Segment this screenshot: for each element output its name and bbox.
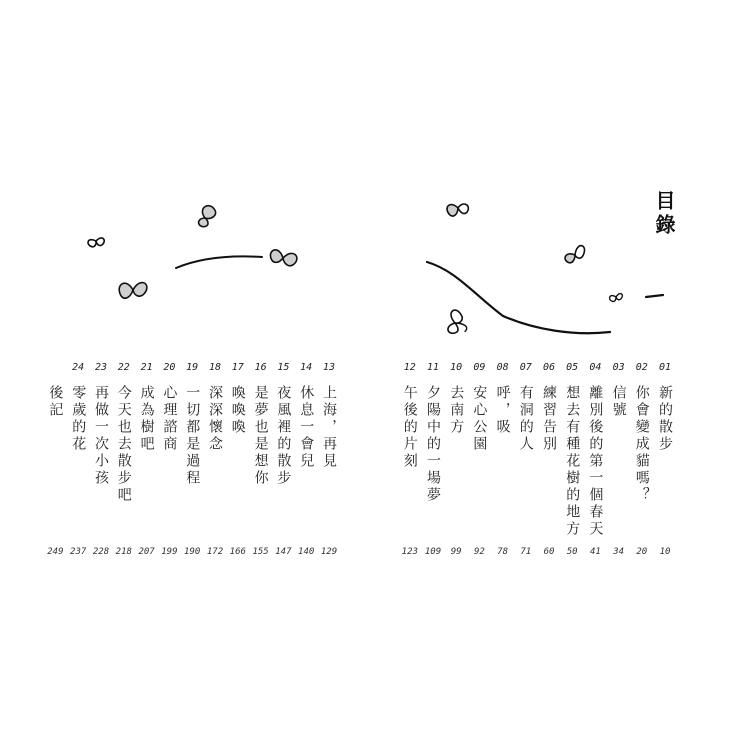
toc-entry-number: 24	[72, 362, 85, 373]
toc-entry-number: 01	[658, 362, 672, 373]
toc-entry-title[interactable]: 零歲的花	[70, 385, 87, 453]
toc-entry-page: 237	[70, 547, 87, 557]
toc-entry-page: 99	[450, 547, 462, 557]
toc-entry-title[interactable]: 想去有種花樹的地方	[564, 385, 581, 538]
toc-entry-page: 10	[659, 547, 671, 557]
toc-entry-title[interactable]: 今天也去散步吧	[115, 385, 132, 504]
toc-entry-number: 18	[208, 362, 222, 373]
toc-entry-page: 92	[473, 547, 485, 557]
toc-entry-page: 34	[613, 547, 625, 557]
toc-entry-number: 06	[542, 362, 556, 373]
toc-entry-page: 60	[543, 547, 555, 557]
toc-entry-number: 20	[163, 362, 176, 373]
toc-entry-page: 140	[298, 547, 315, 557]
toc-entry-title[interactable]: 練習告別	[541, 385, 557, 453]
toc-entry-title[interactable]: 心理諮商	[161, 385, 178, 453]
toc-entry-title[interactable]: 有洞的人	[517, 385, 534, 453]
toc-entry-number: 08	[496, 362, 509, 373]
toc-entry-page: 190	[184, 547, 201, 557]
toc-entry-title[interactable]: 上海，再見	[321, 385, 337, 470]
toc-entry-number: 13	[322, 362, 336, 373]
toc-entry-title[interactable]: 新的散步	[657, 385, 673, 453]
toc-entry-title[interactable]: 安心公園	[471, 385, 488, 453]
toc-entry-title[interactable]: 夜風裡的散步	[275, 385, 292, 487]
toc-entry-page: 50	[566, 547, 578, 557]
toc-entry-page: 129	[320, 547, 338, 557]
toc-entry-title[interactable]: 喚喚喚	[229, 385, 246, 436]
toc-entry-page: 166	[229, 547, 246, 557]
toc-entry-title[interactable]: 深深懷念	[207, 385, 223, 453]
toc-entry-title[interactable]: 後記	[47, 385, 64, 419]
toc-entry-title[interactable]: 成為樹吧	[138, 385, 155, 453]
toc-entry-page: 228	[92, 547, 110, 557]
toc-entry-page: 199	[161, 547, 178, 557]
toc-entry-title[interactable]: 去南方	[448, 385, 465, 436]
toc-entry-number: 10	[450, 362, 463, 373]
toc-entry-number: 03	[612, 362, 625, 373]
toc-title: 目錄	[652, 190, 676, 238]
toc-entry-page: 172	[206, 547, 224, 557]
toc-entry-number: 17	[231, 362, 244, 373]
toc-entry-number: 12	[403, 362, 416, 373]
toc-entry-page: 155	[252, 547, 269, 557]
toc-entry-title[interactable]: 呼，吸	[494, 385, 511, 436]
toc-entry-title[interactable]: 你會變成貓嗎？	[633, 385, 650, 504]
toc-entry-number: 21	[140, 362, 153, 373]
toc-entry-title[interactable]: 是夢也是想你	[252, 385, 269, 487]
toc-entry-page: 249	[47, 547, 64, 557]
toc-entry-page: 78	[497, 547, 509, 557]
toc-entry-title[interactable]: 休息一會兒	[298, 385, 315, 470]
toc-entry-page: 218	[115, 547, 132, 557]
toc-entry-title[interactable]: 夕陽中的一場夢	[425, 385, 441, 504]
toc-entry-number: 19	[186, 362, 199, 373]
toc-entry-title[interactable]: 離別後的第一個春天	[587, 385, 604, 538]
toc-entry-page: 20	[636, 547, 648, 557]
toc-entry-page: 123	[401, 547, 418, 557]
toc-entry-page: 71	[520, 547, 532, 557]
toc-entry-number: 15	[277, 362, 290, 373]
toc-entry-number: 23	[94, 362, 108, 373]
toc-entry-title[interactable]: 午後的片刻	[401, 385, 418, 470]
toc-entry-number: 11	[426, 362, 440, 373]
toc-entry-number: 22	[117, 362, 130, 373]
toc-entry-page: 207	[138, 547, 155, 557]
right-page	[375, 0, 750, 750]
toc-entry-title[interactable]: 信號	[610, 385, 627, 419]
toc-entry-number: 16	[254, 362, 267, 373]
toc-entry-page: 109	[424, 547, 442, 557]
toc-entry-number: 05	[566, 362, 579, 373]
toc-entry-title[interactable]: 再做一次小孩	[93, 385, 109, 487]
toc-entry-number: 14	[300, 362, 313, 373]
toc-entry-number: 04	[589, 362, 602, 373]
toc-entry-page: 147	[275, 547, 292, 557]
toc-entry-number: 07	[519, 362, 532, 373]
toc-entry-number: 02	[635, 362, 648, 373]
toc-entry-title[interactable]: 一切都是過程	[184, 385, 201, 487]
toc-entry-page: 41	[589, 547, 601, 557]
toc-entry-number: 09	[473, 362, 486, 373]
